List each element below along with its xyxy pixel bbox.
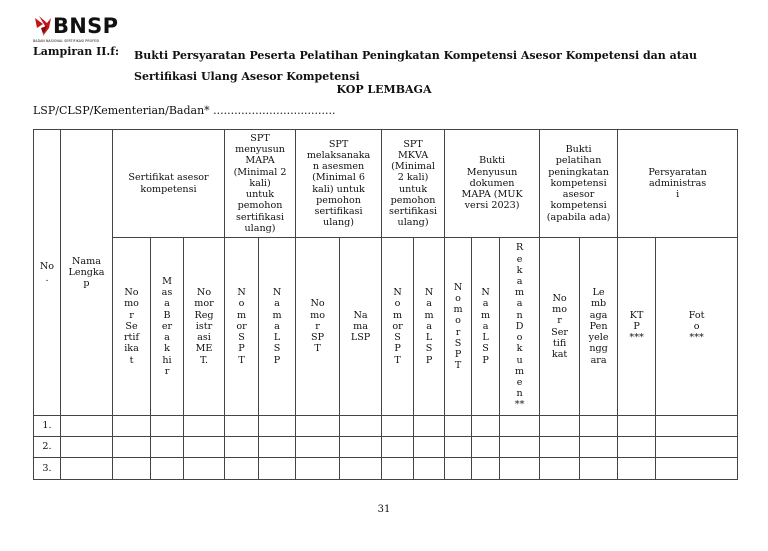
document-title: Bukti Persyaratan Peserta Pelatihan Peningkatan Kompetensi Asesor Kompetensi dan atau Sertifikasi Ulang Asesor Kompetensi <box>134 49 697 83</box>
col-header-no: No . <box>34 130 61 416</box>
header-row-subs <box>34 238 738 416</box>
sub-header-mapa-nama-lsp: N a m a L S P <box>259 238 296 416</box>
bnsp-logo <box>33 14 123 46</box>
sub-header-mkva-nama-lsp: N a m a L S P <box>414 238 445 416</box>
col-header-spt-mapa: SPT menyusun MAPA (Minimal 2 kali) untuk pemohon sertifikasi ulang) <box>225 130 296 238</box>
bnsp-emblem-icon <box>33 14 55 38</box>
row-number: 2. <box>34 437 61 458</box>
col-header-persyaratan: Persyaratan administras i <box>618 130 738 238</box>
requirements-table <box>33 129 738 480</box>
sub-header-nomor-sertifikat: No mo r Se rtif ika t <box>113 238 151 416</box>
table-row <box>34 437 738 458</box>
sub-header-nomor-sertifikat-pelatihan: No mo r Ser tifi kat <box>540 238 580 416</box>
attachment-label: Lampiran II.f: <box>33 45 120 58</box>
sub-header-nomor-met: No mor Reg istr asi ME T. <box>184 238 225 416</box>
sub-header-lembaga-penyelenggara: Le mb aga Pen yele ngg ara <box>580 238 618 416</box>
sub-header-foto: Fot o *** <box>656 238 738 416</box>
col-header-nama: Nama Lengka p <box>61 130 113 416</box>
sub-header-rekaman-dokumen: R e k a m a n D o k u m e n ** <box>500 238 540 416</box>
header-row-groups <box>34 130 738 238</box>
sub-header-asesmen-nama-lsp: Na ma LSP <box>340 238 382 416</box>
kop-lembaga: KOP LEMBAGA <box>336 83 432 96</box>
sub-header-mapa-nomor-spt: N o m or S P T <box>225 238 259 416</box>
table-row <box>34 416 738 437</box>
col-header-sertifikat: Sertifikat asesor kompetensi <box>113 130 225 238</box>
col-header-bukti-pelatihan: Bukti pelatihan peningkatan kompetensi asesor kompetensi (apabila ada) <box>540 130 618 238</box>
logo-text: BNSP <box>53 14 119 38</box>
sub-header-masa-berakhir: M as a B er a k hi r <box>151 238 184 416</box>
table-row <box>34 458 738 480</box>
col-header-bukti-mapa: Bukti Menyusun dokumen MAPA (MUK versi 2023) <box>445 130 540 238</box>
sub-header-mkva-nomor-spt: N o m or S P T <box>382 238 414 416</box>
col-header-spt-asesmen: SPT melaksanaka n asesmen (Minimal 6 kali) untuk pemohon sertifikasi ulang) <box>296 130 382 238</box>
institution-line: LSP/CLSP/Kementerian/Badan* ................................... <box>33 104 336 117</box>
logo-subtitle: BADAN NASIONAL SERTIFIKASI PROFESI <box>33 39 100 43</box>
sub-header-bukti-nomor-spt: N o m o r S P T <box>445 238 472 416</box>
sub-header-ktp: KT P *** <box>618 238 656 416</box>
page-number: 31 <box>377 504 391 515</box>
sub-header-bukti-nama-lsp: N a m a L S P <box>472 238 500 416</box>
sub-header-asesmen-nomor-spt: No mo r SP T <box>296 238 340 416</box>
row-number: 1. <box>34 416 61 437</box>
col-header-spt-mkva: SPT MKVA (Minimal 2 kali) untuk pemohon sertifikasi ulang) <box>382 130 445 238</box>
row-number: 3. <box>34 458 61 480</box>
